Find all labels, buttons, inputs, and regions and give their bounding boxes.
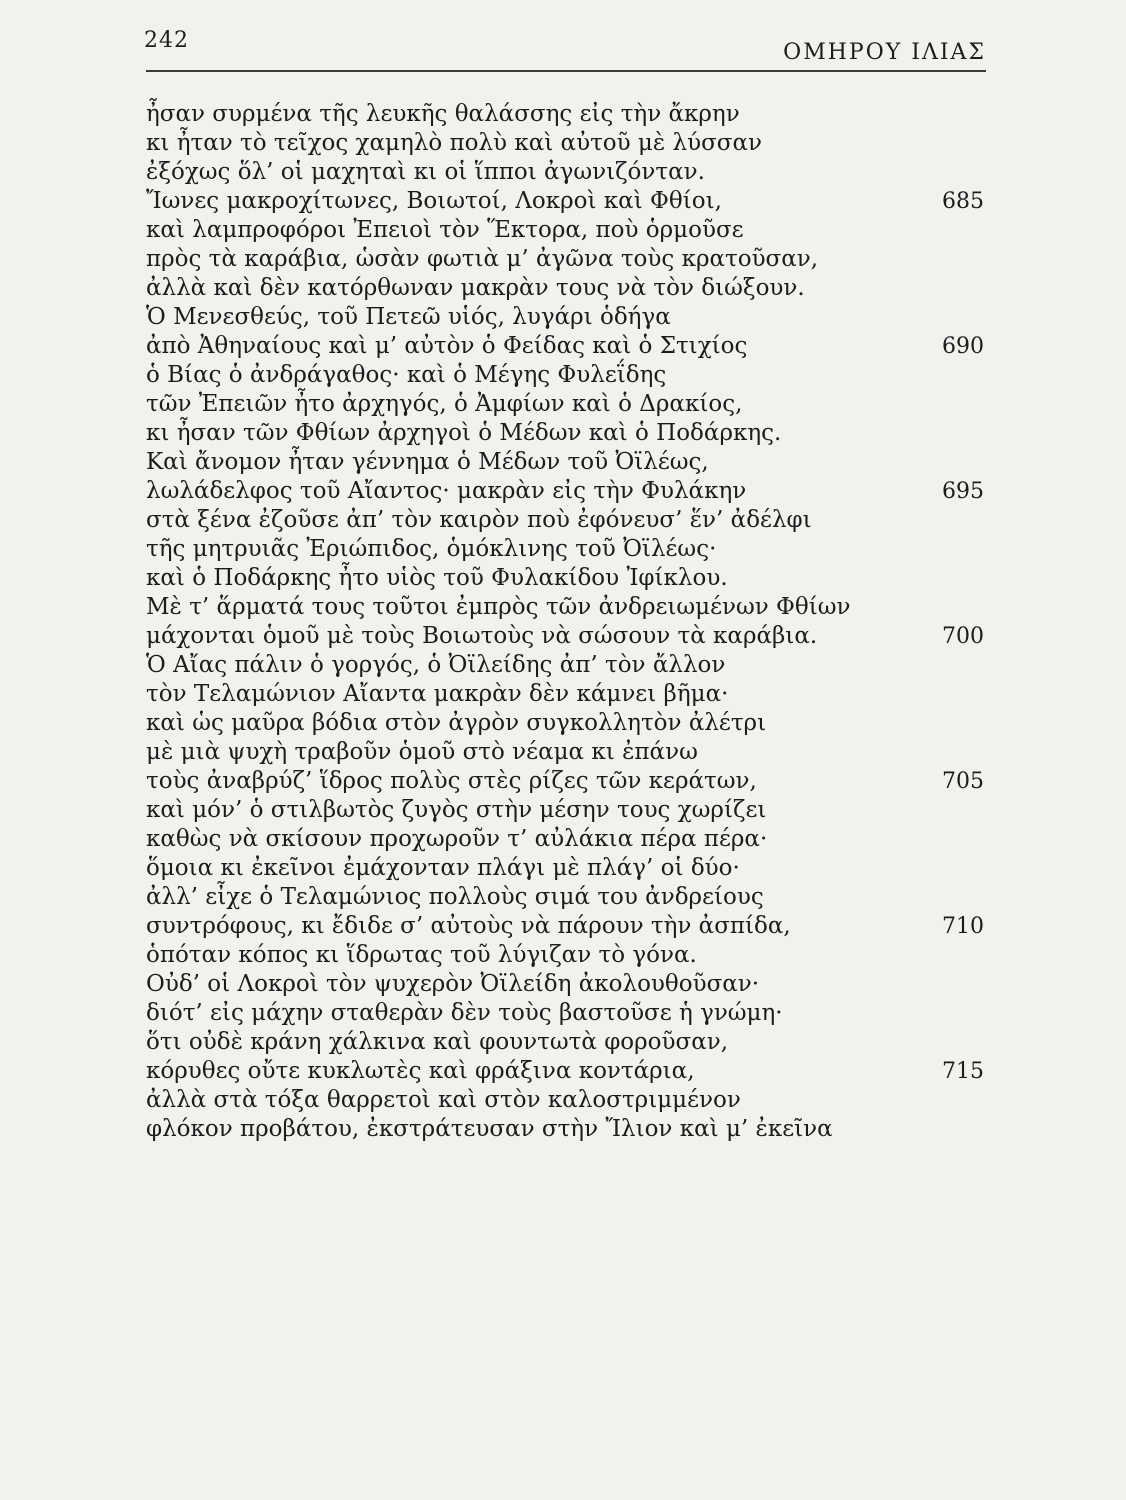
page-number: 242 — [144, 28, 189, 53]
verse-line — [146, 941, 986, 970]
verse-line — [146, 506, 986, 535]
verse-line — [146, 912, 986, 941]
verse-text: Ἴωνες μακροχίτωνες, Βοιωτοί, Λοκροὶ καὶ Φθίοι, — [146, 188, 722, 214]
verse-line — [146, 274, 986, 303]
verse-number: 690 — [942, 334, 984, 359]
verse-text: Οὐδ’ οἱ Λοκροὶ τὸν ψυχερὸν Ὀϊλείδη ἀκολουθοῦσαν· — [146, 971, 760, 997]
verse-text: Καὶ ἄνομον ἦταν γέννημα ὁ Μέδων τοῦ Ὀϊλέως, — [146, 449, 709, 475]
verse-line — [146, 419, 986, 448]
verse-line — [146, 390, 986, 419]
verse-text: τοὺς ἀναβρύζ’ ἵδρος πολὺς στὲς ρίζες τῶν κεράτων, — [146, 768, 757, 794]
verse-line — [146, 477, 986, 506]
verse-text: καὶ λαμπροφόροι Ἐπειοὶ τὸν Ἕκτορα, ποὺ ὁρμοῦσε — [146, 217, 744, 243]
verse-text: καθὼς νὰ σκίσουν προχωροῦν τ’ αὐλάκια πέρα πέρα· — [146, 826, 768, 852]
verse-text: ὅμοια κι ἐκεῖνοι ἐμάχονταν πλάγι μὲ πλάγ’ οἱ δύο· — [146, 855, 740, 881]
verse-text: λωλάδελφος τοῦ Αἴαντος· μακρὰν εἰς τὴν Φυλάκην — [146, 478, 747, 504]
verse-text: τὸν Τελαμώνιον Αἴαντα μακρὰν δὲν κάμνει βῆμα· — [146, 681, 729, 707]
verse-text: κι ἦταν τὸ τεῖχος χαμηλὸ πολὺ καὶ αὐτοῦ μὲ λύσσαν — [146, 130, 763, 156]
verse-text: συντρόφους, κι ἔδιδε σ’ αὐτοὺς νὰ πάρουν τὴν ἀσπίδα, — [146, 913, 791, 939]
verse-line — [146, 1057, 986, 1086]
verse-line — [146, 709, 986, 738]
verse-text: κόρυθες οὔτε κυκλωτὲς καὶ φράξινα κοντάρια, — [146, 1058, 695, 1084]
verse-line — [146, 825, 986, 854]
verse-text: μάχονται ὁμοῦ μὲ τοὺς Βοιωτοὺς νὰ σώσουν τὰ καράβια. — [146, 623, 818, 649]
verse-text: καὶ ὡς μαῦρα βόδια στὸν ἀγρὸν συγκολλητὸν ἀλέτρι — [146, 710, 767, 736]
verse-line — [146, 883, 986, 912]
verse-line — [146, 158, 986, 187]
verse-line — [146, 303, 986, 332]
verse-line — [146, 854, 986, 883]
verse-text: στὰ ξένα ἐζοῦσε ἀπ’ τὸν καιρὸν ποὺ ἐφόνευσ’ ἕν’ ἀδέλφι — [146, 507, 812, 533]
verse-number: 700 — [942, 624, 984, 649]
header-rule — [146, 70, 986, 72]
verse-line — [146, 796, 986, 825]
verse-text: πρὸς τὰ καράβια, ὡσὰν φωτιὰ μ’ ἀγῶνα τοὺς κρατοῦσαν, — [146, 246, 819, 272]
verse-text: καὶ ὁ Ποδάρκης ἦτο υἱὸς τοῦ Φυλακίδου Ἰφίκλου. — [146, 565, 728, 591]
verse-text: φλόκον προβάτου, ἐκστράτευσαν στὴν Ἴλιον καὶ μ’ ἐκεῖνα — [146, 1116, 833, 1142]
verse-line — [146, 332, 986, 361]
verse-text: Μὲ τ’ ἅρματά τους τοῦτοι ἐμπρὸς τῶν ἀνδρειωμένων Φθίων — [146, 594, 851, 620]
verse-line — [146, 448, 986, 477]
verse-line — [146, 535, 986, 564]
verse-line — [146, 245, 986, 274]
verse-line — [146, 651, 986, 680]
verse-line — [146, 767, 986, 796]
verse-text: τῶν Ἐπειῶν ἦτο ἀρχηγός, ὁ Ἀμφίων καὶ ὁ Δρακίος, — [146, 391, 743, 417]
verse-line — [146, 187, 986, 216]
verse-text: ὁ Βίας ὁ ἀνδράγαθος· καὶ ὁ Μέγης Φυλεΐδης — [146, 362, 667, 388]
verse-number: 695 — [942, 479, 984, 504]
verse-line — [146, 680, 986, 709]
verse-number: 710 — [942, 914, 984, 939]
verse-text: ἀλλὰ καὶ δὲν κατόρθωναν μακρὰν τους νὰ τὸν διώξουν. — [146, 275, 805, 301]
verse-line — [146, 1028, 986, 1057]
verse-line — [146, 361, 986, 390]
verse-line — [146, 738, 986, 767]
running-title: ΟΜΗΡΟΥ ΙΛΙΑΣ — [783, 40, 986, 65]
verse-line — [146, 622, 986, 651]
verse-block — [146, 100, 986, 1144]
verse-text: ἀλλὰ στὰ τόξα θαρρετοὶ καὶ στὸν καλοστριμμένον — [146, 1087, 741, 1113]
verse-text: ἀλλ’ εἶχε ὁ Τελαμώνιος πολλοὺς σιμά του ἀνδρείους — [146, 884, 764, 910]
verse-text: Ὁ Αἴας πάλιν ὁ γοργός, ὁ Ὀϊλείδης ἀπ’ τὸν ἄλλον — [146, 652, 726, 678]
verse-line — [146, 1086, 986, 1115]
verse-text: ἐξόχως ὅλ’ οἱ μαχηταὶ κι οἱ ἵπποι ἀγωνιζόνταν. — [146, 159, 705, 185]
verse-number: 715 — [942, 1059, 984, 1084]
verse-text: ὅτι οὐδὲ κράνη χάλκινα καὶ φουντωτὰ φοροῦσαν, — [146, 1029, 729, 1055]
verse-line — [146, 970, 986, 999]
verse-line — [146, 129, 986, 158]
verse-line — [146, 216, 986, 245]
verse-text: διότ’ εἰς μάχην σταθερὰν δὲν τοὺς βαστοῦσε ἡ γνώμη· — [146, 1000, 783, 1026]
verse-text: Ὁ Μενεσθεύς, τοῦ Πετεῶ υἱός, λυγάρι ὁδήγα — [146, 304, 671, 330]
verse-text: ἀπὸ Ἀθηναίους καὶ μ’ αὐτὸν ὁ Φείδας καὶ ὁ Στιχίος — [146, 333, 748, 359]
verse-text: τῆς μητρυιᾶς Ἐριώπιδος, ὁμόκλινης τοῦ Ὀϊλέως· — [146, 536, 717, 562]
verse-line — [146, 100, 986, 129]
verse-text: καὶ μόν’ ὁ στιλβωτὸς ζυγὸς στὴν μέσην τους χωρίζει — [146, 797, 767, 823]
verse-text: ὁπόταν κόπος κι ἵδρωτας τοῦ λύγιζαν τὸ γόνα. — [146, 942, 697, 968]
verse-number: 685 — [942, 189, 984, 214]
verse-text: μὲ μιὰ ψυχὴ τραβοῦν ὁμοῦ στὸ νέαμα κι ἐπάνω — [146, 739, 698, 765]
verse-line — [146, 999, 986, 1028]
verse-line — [146, 564, 986, 593]
verse-line — [146, 1115, 986, 1144]
verse-number: 705 — [942, 769, 984, 794]
verse-text: ἦσαν συρμένα τῆς λευκῆς θαλάσσης εἰς τὴν ἄκρην — [146, 101, 740, 127]
verse-line — [146, 593, 986, 622]
verse-text: κι ἦσαν τῶν Φθίων ἀρχηγοὶ ὁ Μέδων καὶ ὁ Ποδάρκης. — [146, 420, 782, 446]
